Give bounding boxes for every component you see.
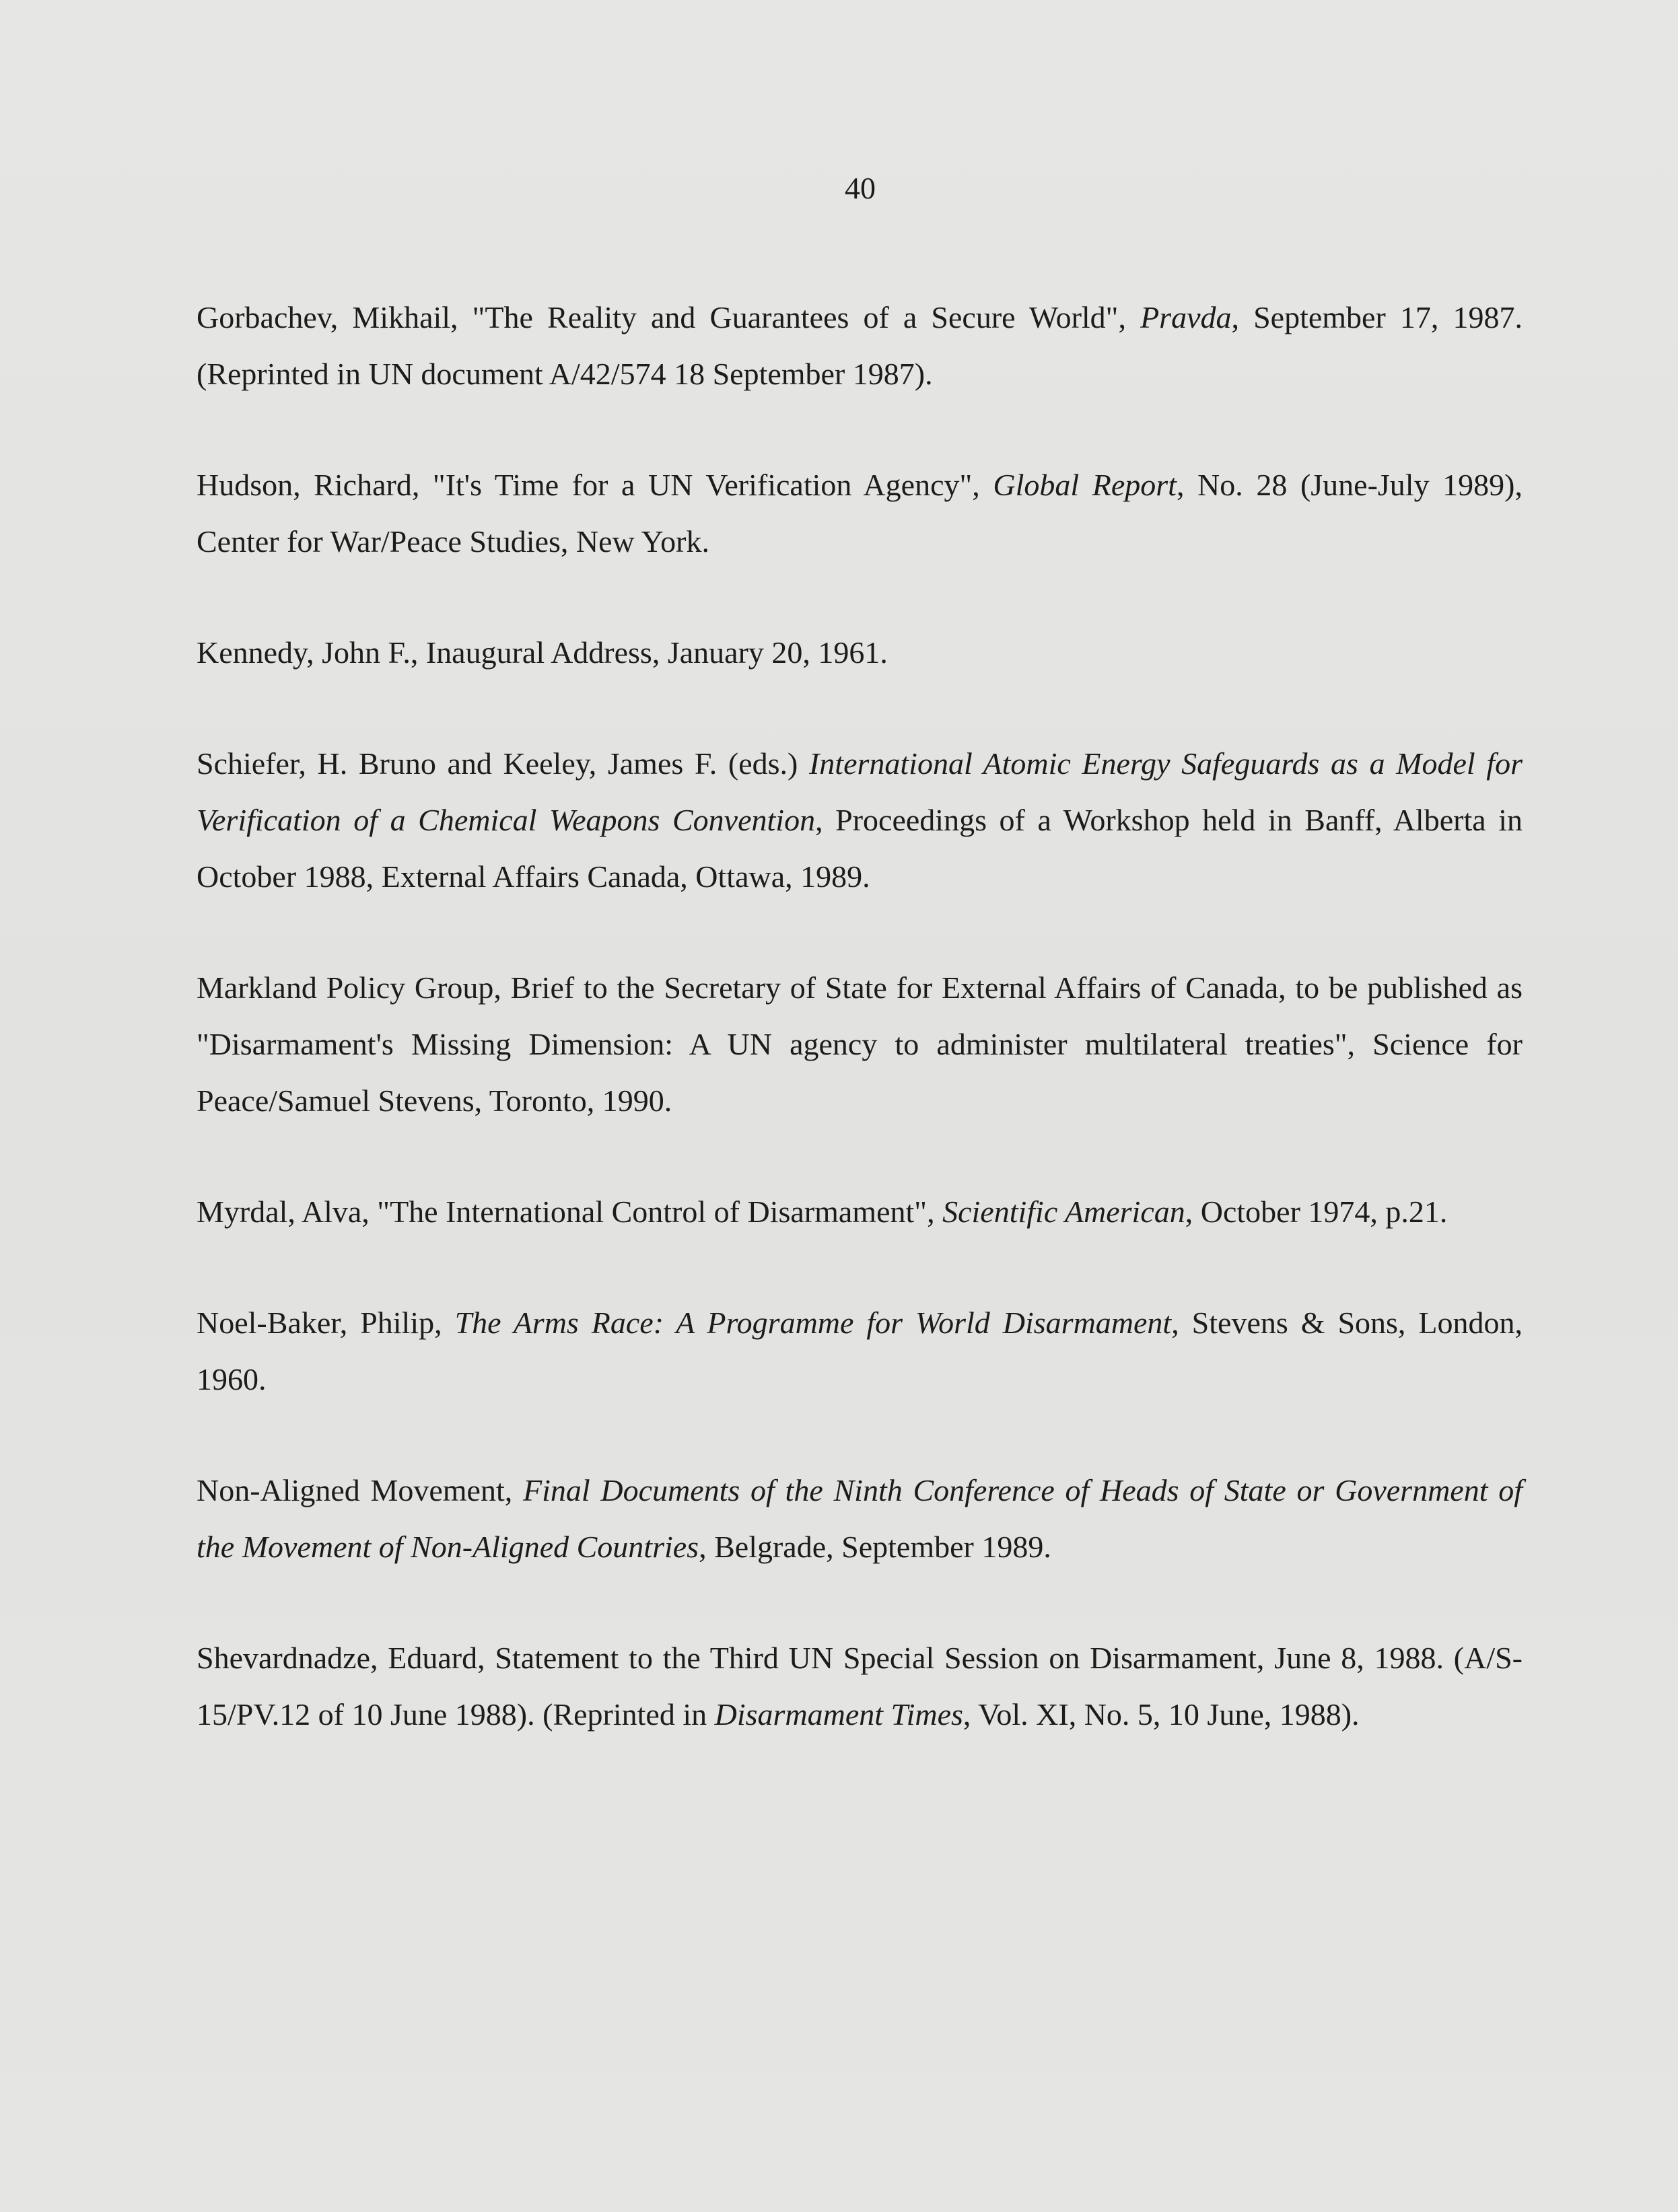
reference-schiefer bbox=[197, 736, 1523, 905]
reference-text: , No. 28 (June-July 1989), Center for War/Peace Studies, New York. bbox=[197, 468, 1523, 559]
reference-shevardnadze bbox=[197, 1630, 1523, 1743]
reference-text: , Vol. XI, No. 5, 10 June, 1988). bbox=[963, 1697, 1360, 1732]
reference-hudson bbox=[197, 457, 1523, 570]
reference-list bbox=[197, 289, 1523, 1743]
page-number: 40 bbox=[845, 171, 876, 205]
reference-title: Pravda bbox=[1140, 300, 1232, 334]
reference-text: Schiefer, H. Bruno and Keeley, James F. (eds.) bbox=[197, 746, 809, 781]
reference-text: , October 1974, p.21. bbox=[1185, 1194, 1448, 1229]
reference-text: Non-Aligned Movement, bbox=[197, 1473, 523, 1507]
reference-myrdal bbox=[197, 1184, 1523, 1240]
reference-text: , Belgrade, September 1989. bbox=[699, 1530, 1051, 1564]
reference-noel-baker bbox=[197, 1295, 1523, 1408]
reference-text: , September 17, 1987. (Reprinted in UN document A/42/574 18 September 1987). bbox=[197, 300, 1523, 391]
reference-text: Gorbachev, Mikhail, "The Reality and Guarantees of a Secure World", bbox=[197, 300, 1141, 334]
reference-title: The Arms Race: A Programme for World Disarmament bbox=[454, 1306, 1172, 1340]
reference-text: Noel-Baker, Philip, bbox=[197, 1306, 455, 1340]
reference-text: Shevardnadze, Eduard, Statement to the Third UN Special Session on Disarmament, June 8, 1988. (A/S-15/PV.12 of 10 June 1988). (Reprinted in bbox=[197, 1641, 1523, 1732]
reference-text: Markland Policy Group, Brief to the Secretary of State for External Affairs of Canada, to be published as "Disarmament's Missing Dimension: A UN agency to administer multilateral treaties", Science for Peace/Samuel Stevens, Toronto, 1990. bbox=[197, 970, 1523, 1118]
reference-markland bbox=[197, 960, 1523, 1129]
reference-text: Myrdal, Alva, "The International Control of Disarmament", bbox=[197, 1194, 943, 1229]
reference-title: Scientific American bbox=[942, 1194, 1185, 1229]
reference-title: Final Documents of the Ninth Conference of Heads of State or Government of the Movement of Non-Aligned Countries bbox=[197, 1473, 1523, 1564]
reference-title: Global Report bbox=[993, 468, 1177, 502]
reference-title: International Atomic Energy Safeguards as a Model for Verification of a Chemical Weapons Convention bbox=[197, 746, 1523, 837]
reference-title: Disarmament Times bbox=[714, 1697, 963, 1732]
reference-gorbachev bbox=[197, 289, 1523, 402]
reference-text: , Stevens & Sons, London, 1960. bbox=[197, 1306, 1523, 1396]
reference-kennedy bbox=[197, 625, 1523, 681]
reference-non-aligned bbox=[197, 1462, 1523, 1575]
reference-text: , Proceedings of a Workshop held in Banff, Alberta in October 1988, External Affairs Canada, Ottawa, 1989. bbox=[197, 803, 1523, 894]
reference-text: Hudson, Richard, "It's Time for a UN Verification Agency", bbox=[197, 468, 993, 502]
reference-text: Kennedy, John F., Inaugural Address, January 20, 1961. bbox=[197, 635, 888, 670]
